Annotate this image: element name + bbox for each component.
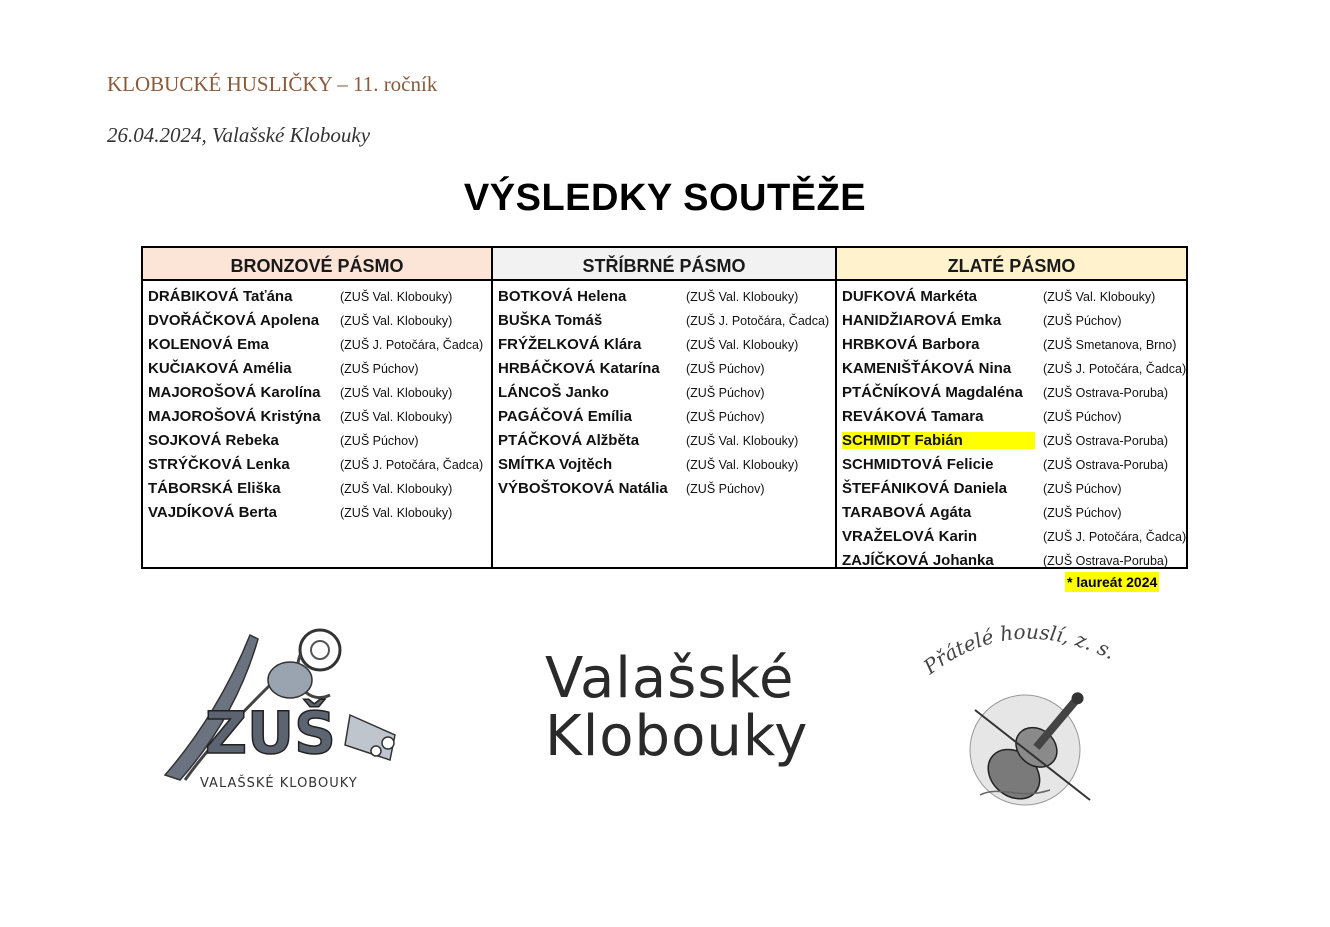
result-row bbox=[493, 332, 835, 356]
result-row bbox=[837, 476, 1186, 500]
friends-of-violin-logo bbox=[920, 615, 1140, 820]
participant-school: (ZUŠ Smetanova, Brno) bbox=[1043, 338, 1177, 352]
gold-header: ZLATÉ PÁSMO bbox=[837, 248, 1186, 281]
participant-school: (ZUŠ Púchov) bbox=[340, 362, 419, 376]
participant-name: SMÍTKA Vojtěch bbox=[498, 455, 613, 473]
participant-name: KAMENIŠŤÁKOVÁ Nina bbox=[842, 359, 1012, 377]
participant-school: (ZUŠ Val. Klobouky) bbox=[340, 386, 453, 400]
result-row bbox=[143, 452, 491, 476]
result-row bbox=[143, 380, 491, 404]
participant-name: SCHMIDT Fabián bbox=[842, 432, 1035, 449]
participant-name: LÁNCOŠ Janko bbox=[498, 383, 609, 401]
svg-text:Přátelé houslí, z. s. bbox=[920, 620, 1119, 680]
result-row bbox=[143, 476, 491, 500]
participant-school: (ZUŠ Val. Klobouky) bbox=[340, 314, 453, 328]
laureate-note: * laureát 2024 bbox=[1067, 574, 1158, 590]
participant-school: (ZUŠ Val. Klobouky) bbox=[340, 290, 453, 304]
result-row bbox=[837, 356, 1186, 380]
silver-column bbox=[491, 248, 835, 567]
result-row bbox=[143, 332, 491, 356]
town-logo-line2: Klobouky bbox=[545, 704, 809, 769]
participant-school: (ZUŠ Val. Klobouky) bbox=[340, 506, 453, 520]
participant-name: TÁBORSKÁ Eliška bbox=[148, 479, 281, 497]
participant-school: (ZUŠ Val. Klobouky) bbox=[686, 434, 799, 448]
result-row bbox=[837, 452, 1186, 476]
participant-name: PAGÁČOVÁ Emília bbox=[498, 407, 632, 425]
participant-school: (ZUŠ Púchov) bbox=[686, 362, 765, 376]
participant-name: MAJOROŠOVÁ Karolína bbox=[148, 383, 321, 401]
result-row bbox=[143, 404, 491, 428]
result-row bbox=[493, 476, 835, 500]
zus-logo-text: ZUŠ bbox=[205, 699, 336, 767]
participant-name: STRÝČKOVÁ Lenka bbox=[148, 455, 290, 473]
participant-school: (ZUŠ J. Potočára, Čadca) bbox=[340, 458, 484, 472]
violin-emblem-icon bbox=[920, 615, 1140, 820]
participant-school: (ZUŠ Púchov) bbox=[1043, 314, 1122, 328]
participant-school: (ZUŠ Val. Klobouky) bbox=[340, 410, 453, 424]
result-row bbox=[143, 428, 491, 452]
participant-name: REVÁKOVÁ Tamara bbox=[842, 407, 984, 425]
event-date-place: 26.04.2024, Valašské Klobouky bbox=[107, 123, 371, 147]
result-row bbox=[493, 452, 835, 476]
participant-name: PTÁČKOVÁ Alžběta bbox=[498, 431, 640, 449]
silver-header: STŘÍBRNÉ PÁSMO bbox=[493, 248, 835, 281]
result-row bbox=[837, 404, 1186, 428]
participant-name: MAJOROŠOVÁ Kristýna bbox=[148, 407, 321, 425]
participant-name: DVOŘÁČKOVÁ Apolena bbox=[148, 311, 320, 329]
participant-name: SOJKOVÁ Rebeka bbox=[148, 431, 279, 449]
participant-name: DRÁBIKOVÁ Taťána bbox=[148, 287, 293, 305]
participant-name: KUČIAKOVÁ Amélia bbox=[148, 359, 292, 377]
participant-school: (ZUŠ Val. Klobouky) bbox=[686, 338, 799, 352]
result-row bbox=[143, 500, 491, 524]
participant-name: VAJDÍKOVÁ Berta bbox=[148, 503, 277, 521]
event-title: KLOBUCKÉ HUSLIČKY – 11. ročník bbox=[107, 72, 438, 96]
participant-name: ZAJÍČKOVÁ Johanka bbox=[842, 551, 994, 569]
result-row bbox=[143, 308, 491, 332]
participant-school: (ZUŠ Púchov) bbox=[686, 386, 765, 400]
friends-logo-text: Přátelé houslí, z. s. bbox=[920, 619, 1120, 679]
participant-school: (ZUŠ Púchov) bbox=[686, 410, 765, 424]
participant-school: (ZUŠ Ostrava-Poruba) bbox=[1043, 458, 1169, 472]
bronze-header: BRONZOVÉ PÁSMO bbox=[143, 248, 491, 281]
participant-school: (ZUŠ Ostrava-Poruba) bbox=[1043, 386, 1169, 400]
participant-school: (ZUŠ Púchov) bbox=[340, 434, 419, 448]
zus-logo-subtext: VALAŠSKÉ KLOBOUKY bbox=[200, 776, 358, 791]
participant-name: VÝBOŠTOKOVÁ Natália bbox=[498, 479, 668, 497]
results-table bbox=[141, 246, 1188, 569]
result-row bbox=[493, 284, 835, 308]
result-row bbox=[493, 380, 835, 404]
participant-name: TARABOVÁ Agáta bbox=[842, 503, 972, 521]
participant-school: (ZUŠ Ostrava-Poruba) bbox=[1043, 554, 1169, 568]
participant-name: HANIDŽIAROVÁ Emka bbox=[842, 311, 1002, 329]
result-row bbox=[837, 548, 1186, 572]
participant-school: (ZUŠ Púchov) bbox=[1043, 410, 1122, 424]
participant-name: KOLENOVÁ Ema bbox=[148, 335, 269, 353]
participant-name: HRBÁČKOVÁ Katarína bbox=[498, 359, 660, 377]
result-row bbox=[143, 356, 491, 380]
participant-school: (ZUŠ Púchov) bbox=[686, 482, 765, 496]
participant-name: BOTKOVÁ Helena bbox=[498, 287, 627, 305]
bronze-rows bbox=[143, 281, 491, 524]
gold-column bbox=[835, 248, 1186, 567]
town-logo bbox=[545, 646, 809, 790]
town-logo-line1: Valašské bbox=[545, 646, 795, 711]
participant-name: SCHMIDTOVÁ Felicie bbox=[842, 455, 994, 473]
participant-school: (ZUŠ Val. Klobouky) bbox=[686, 290, 799, 304]
result-row bbox=[837, 380, 1186, 404]
result-row bbox=[143, 284, 491, 308]
result-row bbox=[493, 308, 835, 332]
participant-school: (ZUŠ Val. Klobouky) bbox=[1043, 290, 1156, 304]
participant-name: BUŠKA Tomáš bbox=[498, 311, 603, 329]
bronze-column bbox=[143, 248, 491, 567]
participant-school: (ZUŠ J. Potočára, Čadca) bbox=[340, 338, 484, 352]
participant-school: (ZUŠ Púchov) bbox=[1043, 506, 1122, 520]
participant-school: (ZUŠ Val. Klobouky) bbox=[686, 458, 799, 472]
result-row bbox=[837, 500, 1186, 524]
result-row bbox=[837, 428, 1186, 452]
participant-name: HRBKOVÁ Barbora bbox=[842, 335, 980, 353]
participant-name: VRAŽELOVÁ Karin bbox=[842, 527, 978, 545]
result-row bbox=[493, 428, 835, 452]
result-row bbox=[837, 284, 1186, 308]
participant-school: (ZUŠ J. Potočára, Čadca) bbox=[686, 314, 830, 328]
page-title: VÝSLEDKY SOUTĚŽE bbox=[463, 177, 867, 219]
participant-name: PTÁČNÍKOVÁ Magdaléna bbox=[842, 383, 1023, 401]
result-row bbox=[493, 404, 835, 428]
result-row bbox=[837, 332, 1186, 356]
participant-name: ŠTEFÁNIKOVÁ Daniela bbox=[842, 479, 1008, 497]
result-row bbox=[493, 356, 835, 380]
participant-school: (ZUŠ Ostrava-Poruba) bbox=[1043, 434, 1169, 448]
participant-school: (ZUŠ Púchov) bbox=[1043, 482, 1122, 496]
participant-name: DUFKOVÁ Markéta bbox=[842, 287, 978, 305]
silver-rows bbox=[493, 281, 835, 500]
zus-logo bbox=[160, 625, 420, 795]
participant-school: (ZUŠ Val. Klobouky) bbox=[340, 482, 453, 496]
participant-school: (ZUŠ J. Potočára, Čadca) bbox=[1043, 362, 1187, 376]
participant-school: (ZUŠ J. Potočára, Čadca) bbox=[1043, 530, 1187, 544]
zus-emblem-icon bbox=[160, 625, 420, 795]
participant-name: FRÝŽELKOVÁ Klára bbox=[498, 335, 642, 353]
result-row bbox=[837, 308, 1186, 332]
result-row bbox=[837, 524, 1186, 548]
gold-rows bbox=[837, 281, 1186, 572]
